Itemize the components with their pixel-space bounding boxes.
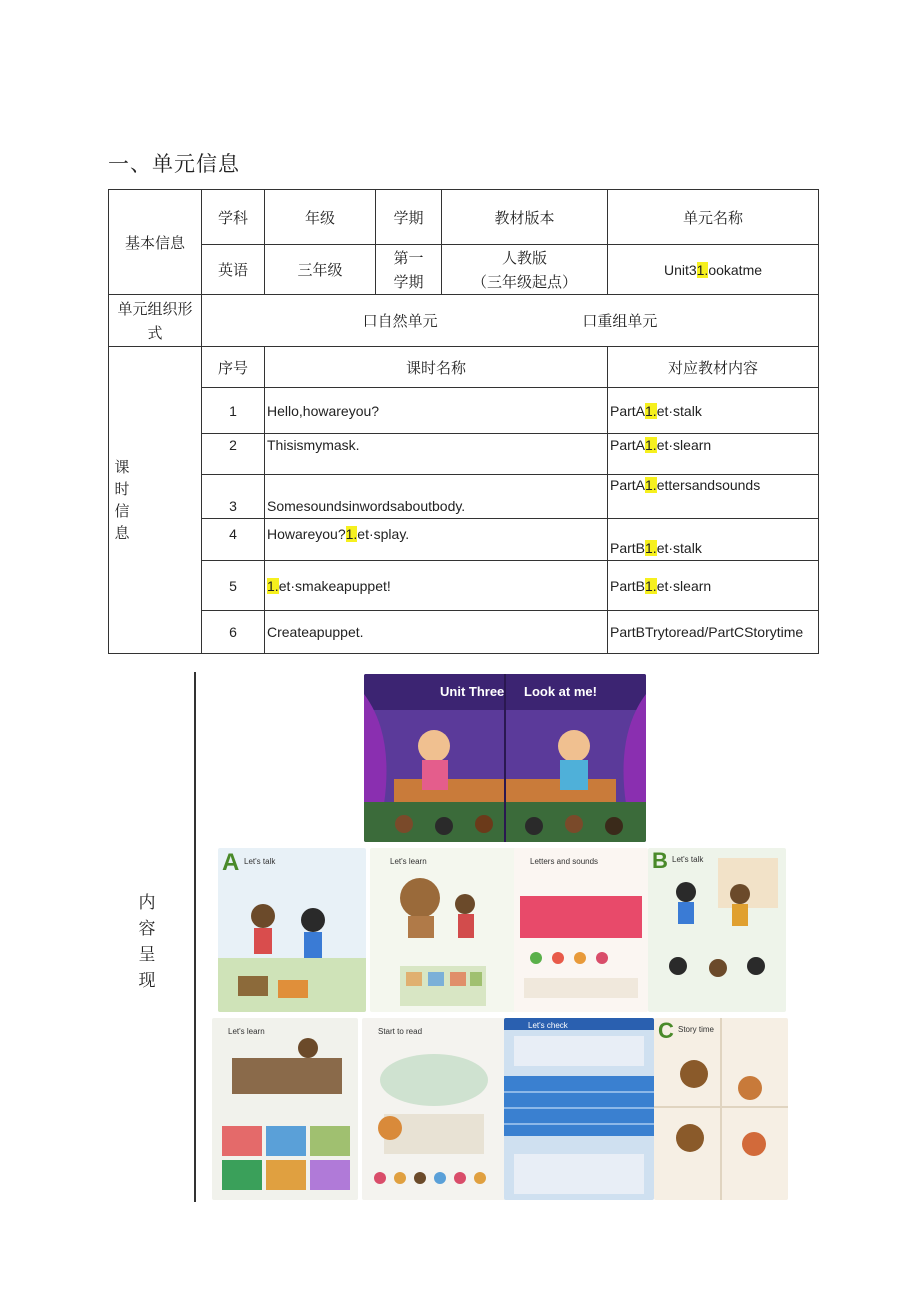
page-label: Let's learn xyxy=(228,1027,265,1036)
header-edition: 教材版本 xyxy=(442,190,608,245)
lesson-name: 1.et·smakeapuppet! xyxy=(265,561,608,611)
content-presentation xyxy=(108,672,818,1202)
lesson-header-no: 序号 xyxy=(202,347,265,388)
lesson-no: 5 xyxy=(202,561,265,611)
lesson-header-content: 对应教材内容 xyxy=(608,347,819,388)
part-b-letter: B xyxy=(652,848,668,873)
lesson-no: 4 xyxy=(202,519,265,561)
lesson-content: PartA1.ettersandsounds xyxy=(608,475,819,519)
value-grade: 三年级 xyxy=(265,245,376,295)
page-label: Start to read xyxy=(378,1027,423,1036)
divider-line xyxy=(194,672,196,1202)
natural-unit-option: 口自然单元 xyxy=(362,312,438,330)
header-subject: 学科 xyxy=(202,190,265,245)
value-unit-name: Unit31.ookatme xyxy=(608,245,819,295)
textbook-cover-spread xyxy=(364,674,646,842)
header-unit-name: 单元名称 xyxy=(608,190,819,245)
lesson-no: 6 xyxy=(202,611,265,654)
value-subject: 英语 xyxy=(202,245,265,295)
page-b-lets-check xyxy=(504,1018,654,1200)
page-label: Letters and sounds xyxy=(530,857,599,866)
page-a-lets-talk xyxy=(218,848,366,1012)
lesson-row xyxy=(109,519,819,561)
org-form-label: 单元组织形 式 xyxy=(109,295,202,347)
lesson-content: PartBTrytoread/PartCStorytime xyxy=(608,611,819,654)
lesson-header-name: 课时名称 xyxy=(265,347,608,388)
lesson-name: Howareyou?1.et·splay. xyxy=(265,519,608,561)
page-b-lets-learn xyxy=(212,1018,358,1200)
page-b-start-to-read xyxy=(362,1018,506,1200)
page-c-story-time xyxy=(654,1018,788,1200)
page-a-letters-and-sounds xyxy=(514,848,648,1012)
lesson-content: PartA1.et·stalk xyxy=(608,388,819,434)
section-title: 一、单元信息 xyxy=(108,152,240,176)
value-term: 第一 学期 xyxy=(376,245,442,295)
basic-info-label: 基本信息 xyxy=(109,190,202,295)
lesson-row xyxy=(109,561,819,611)
lesson-no: 1 xyxy=(202,388,265,434)
cover-left-title: Unit Three xyxy=(440,684,505,699)
lesson-info-label: 课时信息 xyxy=(109,347,202,654)
lesson-name: Somesoundsinwordsaboutbody. xyxy=(265,475,608,519)
page-label: Let's talk xyxy=(244,857,276,866)
header-term: 学期 xyxy=(376,190,442,245)
lesson-no: 3 xyxy=(202,475,265,519)
value-edition: 人教版 （三年级起点） xyxy=(442,245,608,295)
unit-info-table xyxy=(108,189,819,654)
content-label: 内容呈现 xyxy=(138,893,156,991)
lesson-name: Hello,howareyou? xyxy=(265,388,608,434)
part-c-letter: C xyxy=(658,1018,674,1043)
lesson-row xyxy=(109,611,819,654)
cover-right-title: Look at me! xyxy=(524,684,597,699)
page-b-lets-talk xyxy=(648,848,786,1012)
regrouped-unit-option: 口重组单元 xyxy=(582,312,658,330)
org-form-options xyxy=(202,295,819,347)
lesson-content: PartB1.et·stalk xyxy=(608,519,819,561)
page-label: Story time xyxy=(678,1025,715,1034)
lesson-row xyxy=(109,475,819,519)
page-label: Let's talk xyxy=(672,855,704,864)
part-a-letter: A xyxy=(222,849,240,876)
header-grade: 年级 xyxy=(265,190,376,245)
page-a-lets-learn xyxy=(370,848,516,1012)
lesson-content: PartB1.et·slearn xyxy=(608,561,819,611)
lesson-no: 2 xyxy=(202,434,265,475)
lesson-row xyxy=(109,434,819,475)
lesson-row xyxy=(109,388,819,434)
lesson-name: Thisismymask. xyxy=(265,434,608,475)
page-label: Let's learn xyxy=(390,857,427,866)
page-label: Let's check xyxy=(528,1021,568,1030)
lesson-content: PartA1.et·slearn xyxy=(608,434,819,475)
lesson-name: Createapuppet. xyxy=(265,611,608,654)
